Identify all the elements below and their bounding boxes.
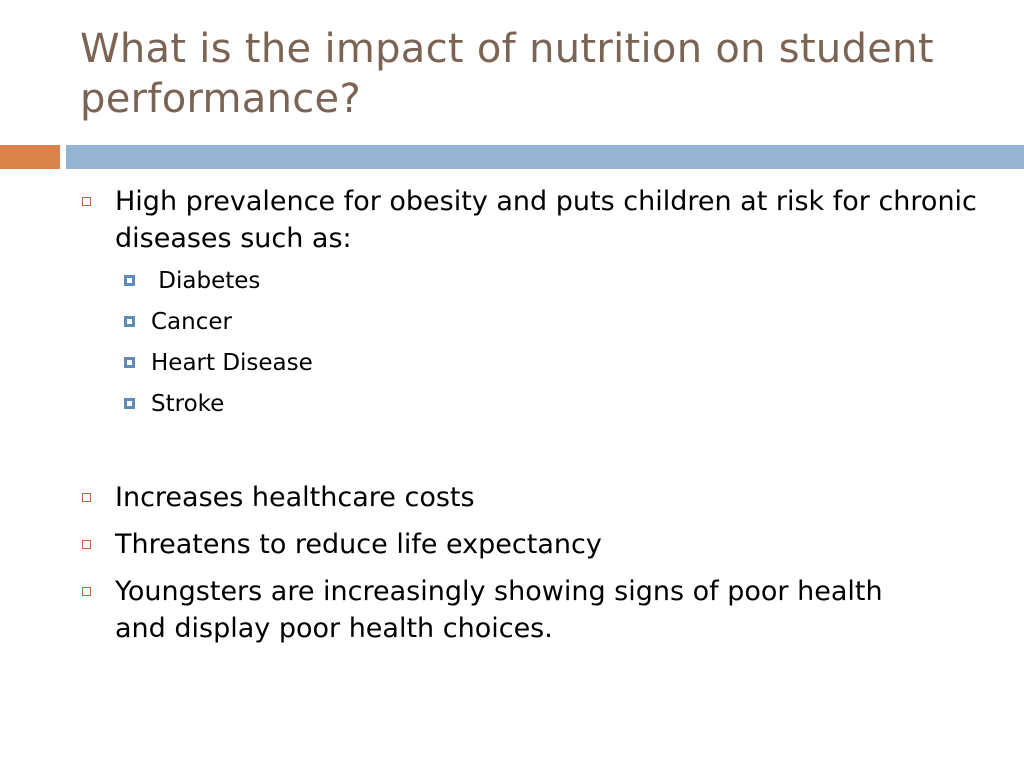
- square-bullet-icon: [82, 493, 91, 502]
- bullet-text: High prevalence for obesity and puts children at risk for chronic diseases such as:: [115, 186, 977, 254]
- bullet-text: Threatens to reduce life expectancy: [115, 529, 602, 560]
- square-bullet-icon: [82, 587, 91, 596]
- slide-title: What is the impact of nutrition on student performance?: [80, 26, 934, 122]
- sub-bullet-text: Stroke: [151, 391, 225, 417]
- square-bullet-icon: [82, 197, 91, 206]
- square-bullet-icon: [82, 540, 91, 549]
- filled-square-bullet-icon: [124, 275, 135, 286]
- filled-square-bullet-icon: [124, 398, 135, 409]
- bullet-text: Youngsters are increasingly showing signs of poor health and display poor health choices.: [115, 576, 883, 644]
- sub-bullet-text: Cancer: [151, 309, 232, 335]
- filled-square-bullet-icon: [124, 357, 135, 368]
- filled-square-bullet-icon: [124, 316, 135, 327]
- bullet-text: Increases healthcare costs: [115, 482, 475, 513]
- sub-bullet-text: Heart Disease: [151, 350, 313, 376]
- sub-bullet-text: Diabetes: [151, 268, 261, 294]
